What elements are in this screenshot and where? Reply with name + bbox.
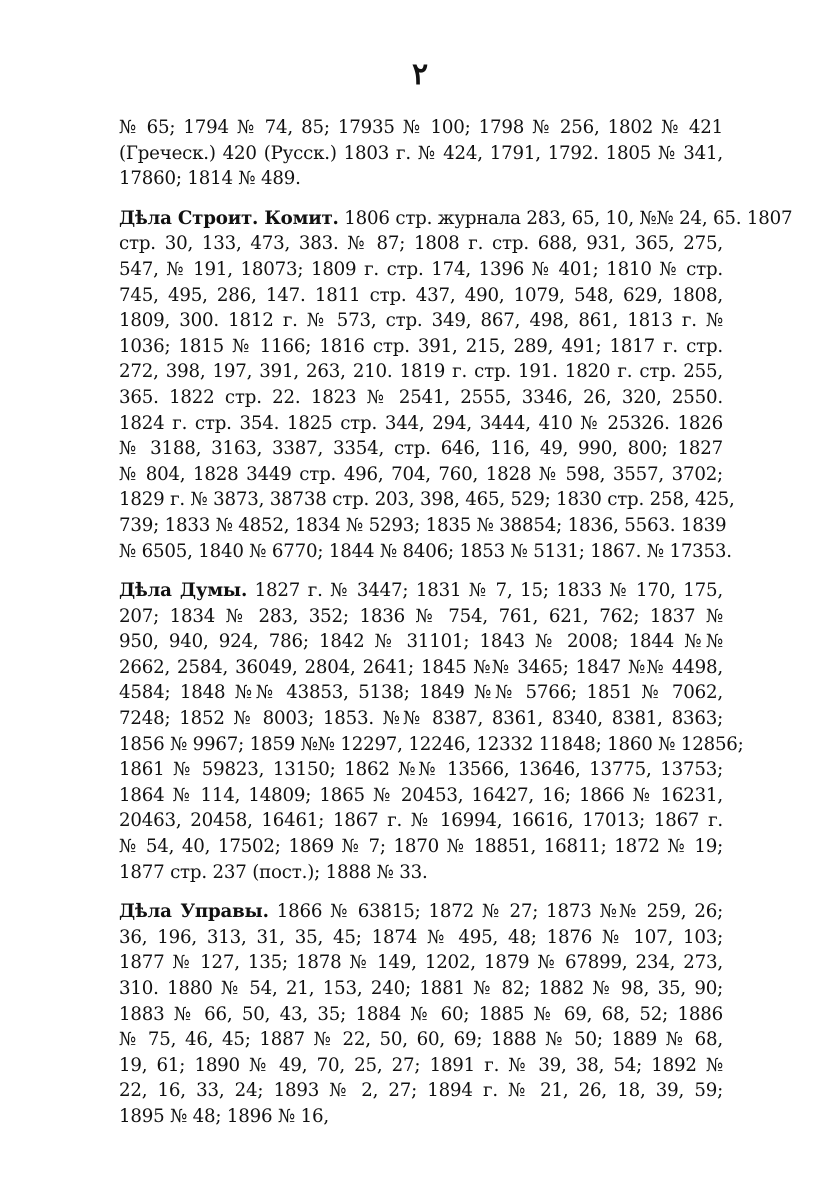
paragraph-line: 1864 № 114, 14809; 1865 № 20453, 16427, 16; 1866 № 16231, bbox=[119, 784, 723, 806]
paragraph-line: 1861 № 59823, 13150; 1862 №№ 13566, 13646, 13775, 13753; bbox=[119, 759, 723, 781]
paragraph-line: № 54, 40, 17502; 1869 № 7; 1870 № 18851, 16811; 1872 № 19; bbox=[119, 836, 723, 858]
paragraph-line: 1877 стр. 237 (пост.); 1888 № 33. bbox=[119, 861, 428, 883]
paragraph-line: стр. 30, 133, 473, 383. № 87; 1808 г. стр. 688, 931, 365, 275, bbox=[119, 233, 723, 255]
paragraph-line: № 6505, 1840 № 6770; 1844 № 8406; 1853 № 5131; 1867. № 17353. bbox=[119, 540, 732, 562]
paragraph-line: 36, 196, 313, 31, 35, 45; 1874 № 495, 48; 1876 № 107, 103; bbox=[119, 926, 723, 948]
paragraph-lead-heading: Дѣла Управы. bbox=[119, 901, 269, 923]
paragraph-line: 22, 16, 33, 24; 1893 № 2, 27; 1894 г. № 21, 26, 18, 39, 59; bbox=[119, 1080, 723, 1102]
paragraph-line: № 75, 46, 45; 1887 № 22, 50, 60, 69; 1888 № 50; 1889 № 68, bbox=[119, 1029, 723, 1051]
paragraph-line: 4584; 1848 №№ 43853, 5138; 1849 №№ 5766; 1851 № 7062, bbox=[119, 682, 723, 704]
paragraph-lead-heading: Дѣла Думы. bbox=[119, 580, 248, 602]
paragraph-line: 1036; 1815 № 1166; 1816 стр. 391, 215, 289, 491; 1817 г. стр. bbox=[119, 335, 723, 357]
paragraph-line: 310. 1880 № 54, 21, 153, 240; 1881 № 82; 1882 № 98, 35, 90; bbox=[119, 978, 723, 999]
paragraph-line: 547, № 191, 18073; 1809 г. стр. 174, 1396 № 401; 1810 № стр. bbox=[119, 258, 723, 280]
paragraph-lead-heading: Дѣла Строит. Комит. bbox=[119, 207, 339, 229]
paragraph-line: 207; 1834 № 283, 352; 1836 № 754, 761, 621, 762; 1837 № bbox=[119, 605, 723, 627]
paragraph-line: 1895 № 48; 1896 № 16, bbox=[119, 1105, 329, 1127]
paragraph-line: 17860; 1814 № 489. bbox=[119, 168, 301, 190]
paragraph-line: 1883 № 66, 50, 43, 35; 1884 № 60; 1885 № 69, 68, 52; 1886 bbox=[119, 1003, 723, 1025]
paragraph-line: 272, 398, 197, 391, 263, 210. 1819 г. стр. 191. 1820 г. стр. 255, bbox=[119, 361, 723, 383]
paragraph-upravy bbox=[119, 899, 723, 1129]
paragraph-line: № 65; 1794 № 74, 85; 17935 № 100; 1798 № 256, 1802 № 421 bbox=[119, 117, 723, 138]
paragraph-line: № 804, 1828 3449 стр. 496, 704, 760, 1828 № 598, 3557, 3702; bbox=[119, 463, 723, 485]
paragraph-line: № 3188, 3163, 3387, 3354, стр. 646, 116, 49, 990, 800; 1827 bbox=[119, 438, 723, 460]
paragraph-line: 365. 1822 стр. 22. 1823 № 2541, 2555, 3346, 26, 320, 2550. bbox=[119, 386, 723, 408]
paragraph-line: 20463, 20458, 16461; 1867 г. № 16994, 16616, 17013; 1867 г. bbox=[119, 810, 723, 832]
paragraph-line: (Греческ.) 420 (Русск.) 1803 г. № 424, 1791, 1792. 1805 № 341, bbox=[119, 142, 723, 164]
paragraph-line: 7248; 1852 № 8003; 1853. №№ 8387, 8361, 8340, 8381, 8363; bbox=[119, 708, 723, 730]
paragraph-line-rest: 1806 стр. журнала 283, 65, 10, №№ 24, 65. 1807 bbox=[338, 207, 793, 229]
paragraph-stroit-komit bbox=[119, 206, 793, 564]
paragraph-line bbox=[119, 206, 793, 232]
paragraph-line-rest: 1866 № 63815; 1872 № 27; 1873 №№ 259, 26; bbox=[268, 901, 723, 923]
paragraph-line-rest: 1827 г. № 3447; 1831 № 7, 15; 1833 № 170, 175, bbox=[247, 580, 723, 602]
paragraph-line: 1809, 300. 1812 г. № 573, стр. 349, 867, 498, 861, 1813 г. № bbox=[119, 310, 723, 332]
paragraph-line bbox=[119, 899, 723, 925]
paragraph-line: 1829 г. № 3873, 38738 стр. 203, 398, 465, 529; 1830 стр. 258, 425, bbox=[119, 489, 735, 511]
paragraph-line: 950, 940, 924, 786; 1842 № 31101; 1843 № 2008; 1844 №№ bbox=[119, 631, 723, 653]
paragraph-line: 19, 61; 1890 № 49, 70, 25, 27; 1891 г. № 39, 38, 54; 1892 № bbox=[119, 1054, 723, 1076]
page-number: ۲ bbox=[411, 57, 429, 92]
paragraph-1 bbox=[119, 115, 723, 192]
paragraph-line: 2662, 2584, 36049, 2804, 2641; 1845 №№ 3465; 1847 №№ 4498, bbox=[119, 656, 723, 678]
paragraph-line bbox=[119, 578, 723, 604]
paragraph-line: 745, 495, 286, 147. 1811 стр. 437, 490, 1079, 548, 629, 1808, bbox=[119, 284, 723, 306]
paragraph-line: 1856 № 9967; 1859 №№ 12297, 12246, 12332 11848; 1860 № 12856; bbox=[119, 733, 744, 755]
paragraph-line: 1877 № 127, 135; 1878 № 149, 1202, 1879 № 67899, 234, 273, bbox=[119, 952, 723, 974]
text-block bbox=[119, 115, 793, 1144]
paragraph-line: 739; 1833 № 4852, 1834 № 5293; 1835 № 38854; 1836, 5563. 1839 bbox=[119, 514, 727, 536]
paragraph-line: 1824 г. стр. 354. 1825 стр. 344, 294, 3444, 410 № 25326. 1826 bbox=[119, 412, 723, 434]
paragraph-dumy bbox=[119, 578, 744, 885]
